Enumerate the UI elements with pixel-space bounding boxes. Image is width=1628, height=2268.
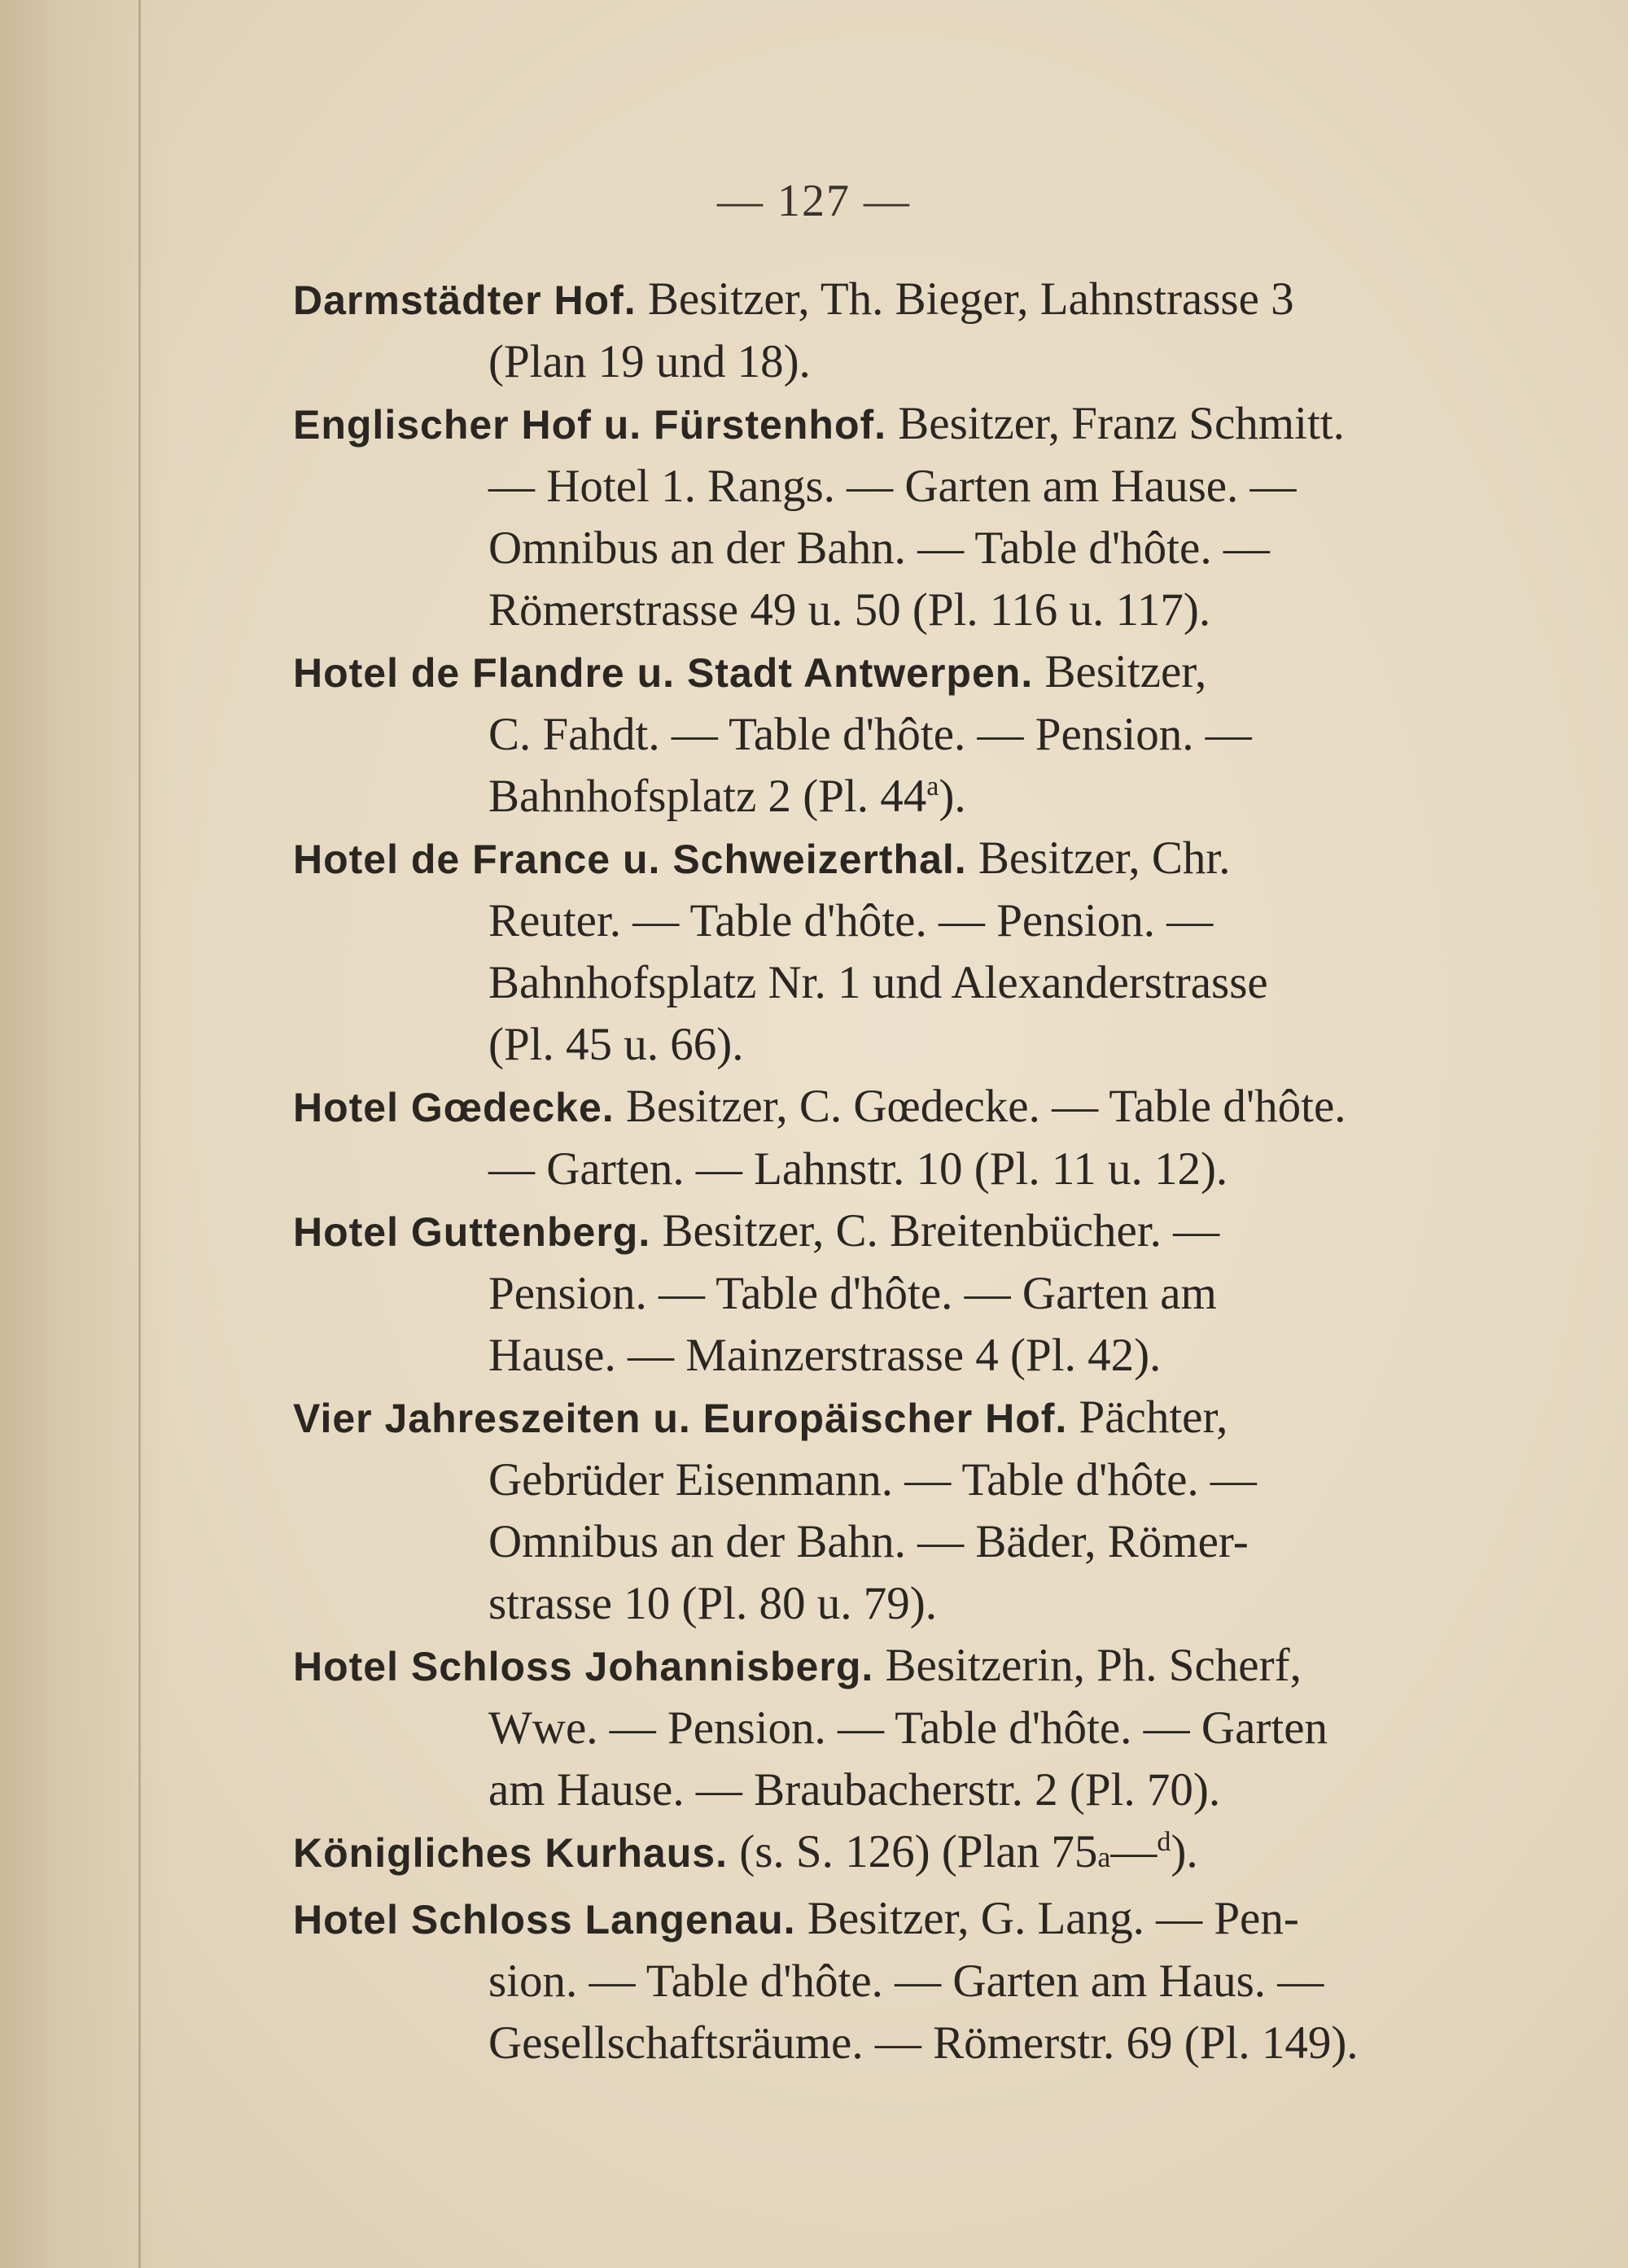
entry-line: Omnibus an der Bahn. — Bäder, Römer-	[488, 1516, 1249, 1567]
hotel-name: Darmstädter Hof.	[293, 277, 637, 323]
entry-text: Bahnhofsplatz 2 (Pl. 44	[488, 771, 927, 822]
entry-text: Besitzer, G. Lang. — Pen-	[795, 1893, 1299, 1944]
hotel-name: Vier Jahreszeiten u. Europäischer Hof.	[293, 1396, 1068, 1441]
entry-line: Römerstrasse 49 u. 50 (Pl. 116 u. 117).	[488, 584, 1211, 636]
page-number: — 127 —	[717, 176, 911, 226]
entry-text: ).	[1171, 1826, 1198, 1877]
entry-first-line	[293, 1635, 1457, 1698]
hotel-name: Hotel Schloss Johannisberg.	[293, 1644, 874, 1689]
entry-text: Besitzer, C. Breitenbücher. —	[650, 1205, 1220, 1256]
hotel-entry	[293, 828, 1457, 1076]
entry-line: — Hotel 1. Rangs. — Garten am Hause. —	[488, 461, 1297, 512]
entry-first-line	[293, 1200, 1457, 1263]
entry-line: Reuter. — Table d'hôte. — Pension. —	[488, 895, 1214, 946]
entry-line: Gebrüder Eisenmann. — Table d'hôte. —	[488, 1454, 1257, 1505]
hotel-entry	[293, 1076, 1457, 1200]
entry-line	[293, 766, 1457, 828]
entry-text: Pächter,	[1067, 1392, 1228, 1443]
entry-line: Hause. — Mainzerstrasse 4 (Pl. 42).	[488, 1330, 1162, 1381]
hotel-entry	[293, 1821, 1457, 1888]
entry-text: Besitzer, Th. Bieger, Lahnstrasse 3	[636, 273, 1294, 325]
entry-text: Besitzer,	[1033, 646, 1207, 697]
entry-text: Besitzer, C. Gœdecke. — Table d'hôte.	[614, 1081, 1346, 1132]
hotel-entry	[293, 1888, 1457, 2074]
entry-first-line	[293, 269, 1457, 331]
hotel-entry	[293, 393, 1457, 641]
hotel-name: Hotel Schloss Langenau.	[293, 1897, 796, 1942]
hotel-entry	[293, 269, 1457, 393]
entry-line: strasse 10 (Pl. 80 u. 79).	[488, 1578, 937, 1629]
entry-text: Besitzer, Franz Schmitt.	[886, 398, 1345, 449]
entry-line: (Pl. 45 u. 66).	[488, 1019, 744, 1070]
hotel-name: Hotel de France u. Schweizerthal.	[293, 837, 967, 882]
entry-first-line	[293, 1387, 1457, 1449]
entry-first-line	[293, 641, 1457, 704]
hotel-entry	[293, 1635, 1457, 1821]
entry-line: sion. — Table d'hôte. — Garten am Haus. —	[488, 1956, 1324, 2007]
entry-line: Bahnhofsplatz Nr. 1 und Alexanderstrasse	[488, 957, 1268, 1008]
entry-text: (s. S. 126) (Plan 75	[727, 1826, 1098, 1877]
entry-text: ).	[939, 771, 966, 822]
entry-first-line	[293, 828, 1457, 890]
hotel-name: Englischer Hof u. Fürstenhof.	[293, 402, 887, 448]
hotel-entry	[293, 1200, 1457, 1387]
entry-line: — Garten. — Lahnstr. 10 (Pl. 11 u. 12).	[488, 1143, 1228, 1195]
hotel-name: Hotel de Flandre u. Stadt Antwerpen.	[293, 650, 1034, 696]
entry-line: Omnibus an der Bahn. — Table d'hôte. —	[488, 522, 1270, 574]
entry-line: am Hause. — Braubacherstr. 2 (Pl. 70).	[488, 1764, 1221, 1816]
entry-first-line	[293, 1076, 1457, 1138]
entry-line: Pension. — Table d'hôte. — Garten am	[488, 1268, 1217, 1319]
entry-line: C. Fahdt. — Table d'hôte. — Pension. —	[488, 709, 1252, 760]
hotel-entry	[293, 641, 1457, 828]
entry-text: Besitzer, Chr.	[966, 832, 1231, 884]
superscript: a	[926, 771, 939, 802]
entry-first-line	[293, 1821, 1457, 1888]
entry-text: —	[1110, 1826, 1158, 1877]
superscript: d	[1157, 1827, 1171, 1857]
hotel-name: Hotel Guttenberg.	[293, 1209, 651, 1255]
entry-text: Besitzerin, Ph. Scherf,	[873, 1640, 1302, 1691]
entry-line: Wwe. — Pension. — Table d'hôte. — Garten	[488, 1702, 1328, 1754]
entry-first-line	[293, 1888, 1457, 1951]
entry-line: (Plan 19 und 18).	[488, 336, 811, 387]
entry-first-line	[293, 393, 1457, 456]
subscript: a	[1097, 1841, 1111, 1873]
gutter-line	[138, 0, 141, 2268]
hotel-entry	[293, 1387, 1457, 1635]
entry-line: Gesellschaftsräume. — Römerstr. 69 (Pl. 149).	[488, 2017, 1359, 2069]
hotel-name: Hotel Gœdecke.	[293, 1085, 615, 1130]
hotel-name: Königliches Kurhaus.	[293, 1830, 728, 1876]
hotel-list	[293, 269, 1457, 2074]
binding-shadow	[0, 0, 171, 2268]
